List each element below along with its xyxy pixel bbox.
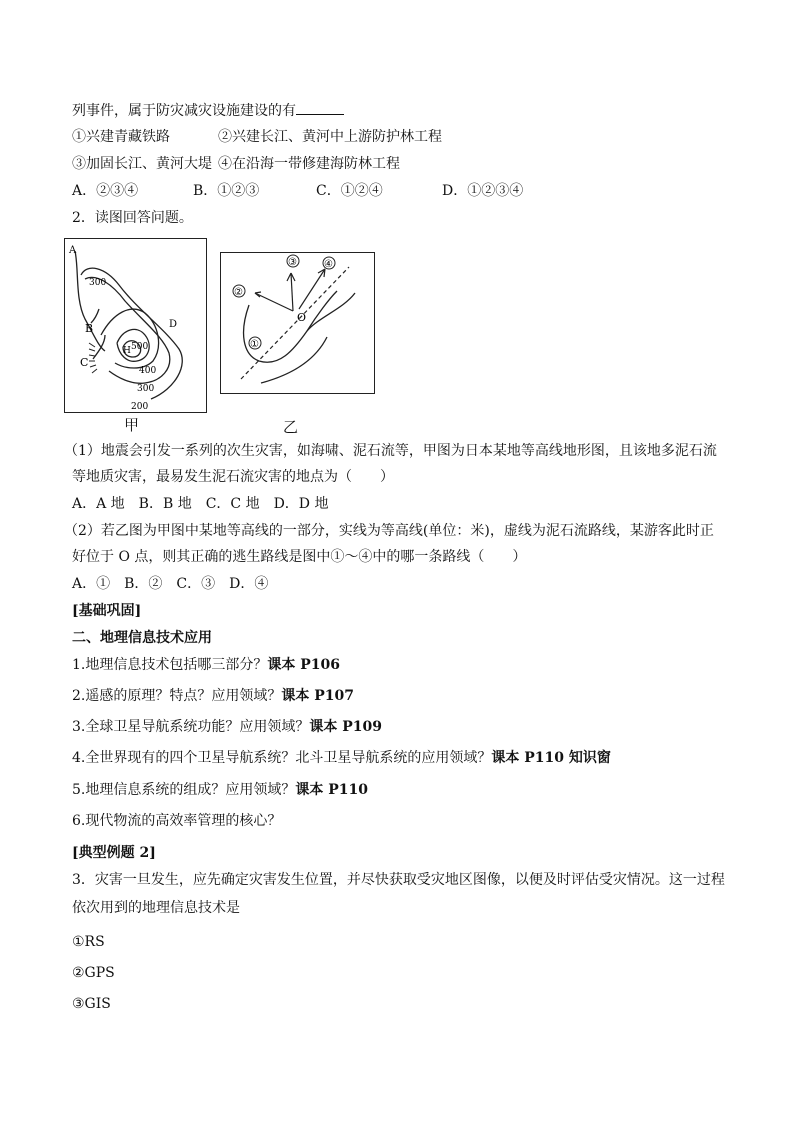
review-item-3 — [72, 717, 382, 737]
contour-label-400: 400 — [139, 366, 157, 376]
review-item-4 — [72, 748, 611, 768]
section-header-basics: [基础巩固] — [72, 603, 142, 619]
point-h-label: H — [123, 346, 131, 356]
q1-stem — [72, 100, 344, 121]
contour-line-ridge — [75, 251, 105, 351]
review-item-3-text: 3.全球卫星导航系统功能？应用领域？ — [72, 719, 310, 735]
q2-sub1-line1: （1）地震会引发一系列的次生灾害，如海啸、泥石流等，甲图为日本某地等高线地形图，且该地多泥石流 — [64, 443, 717, 459]
q3-line2: 依次用到的地理信息技术是 — [72, 900, 240, 916]
figure-yi-contour-map — [221, 253, 374, 393]
contour-label-200: 200 — [131, 402, 149, 412]
answer-blank[interactable] — [296, 100, 344, 115]
q1-item-1: ①兴建青藏铁路 — [72, 129, 170, 145]
route-2-path — [255, 293, 293, 311]
route-3-label: ③ — [288, 257, 297, 268]
q1-option-b[interactable]: B．①②③ — [193, 183, 260, 199]
contour-line-lower — [261, 337, 327, 383]
q2-sub1-line2: 等地质灾害，最易发生泥石流灾害的地点为（ ） — [72, 469, 394, 485]
review-item-1-ref: 课本 P106 — [267, 657, 340, 673]
q1-option-c[interactable]: C．①②④ — [316, 183, 383, 199]
q1-item-2: ②兴建长江、黄河中上游防护林工程 — [218, 129, 442, 145]
review-item-1-text: 1.地理信息技术包括哪三部分？ — [72, 657, 268, 673]
route-3-path — [291, 273, 293, 311]
review-item-6 — [72, 811, 281, 831]
route-4-path — [299, 269, 325, 309]
q1-option-a[interactable]: A．②③④ — [72, 183, 139, 199]
q2-sub2-line2: 好位于 O 点，则其正确的逃生路线是图中①～④中的哪一条路线（ ） — [72, 549, 527, 565]
route-4-label: ④ — [324, 259, 333, 270]
route-2-label: ② — [234, 287, 243, 298]
contour-line-400 — [101, 309, 159, 368]
review-item-5-ref: 课本 P110 — [295, 782, 368, 798]
contour-label-300: 300 — [137, 384, 155, 394]
debris-flow-path — [241, 267, 349, 379]
point-d-label: D — [169, 319, 178, 330]
q1-row-1 — [72, 127, 442, 147]
point-a-label: A — [69, 245, 77, 256]
review-item-5-text: 5.地理信息系统的组成？应用领域？ — [72, 782, 296, 798]
contour-line-b — [91, 309, 99, 323]
contour-label-300-top: 300 — [89, 278, 107, 288]
review-item-2-text: 2.遥感的原理？特点？应用领域？ — [72, 688, 282, 704]
figure-yi — [220, 252, 375, 394]
figure-jia-contour-map — [65, 239, 206, 412]
point-o-label: O — [297, 311, 307, 324]
q1-row-2 — [72, 154, 400, 174]
point-c-label: C — [80, 356, 89, 369]
contour-label-500: 500 — [131, 342, 149, 352]
figure-jia-caption: 甲 — [124, 416, 140, 434]
q2-sub2-options[interactable]: A．① B．② C．③ D．④ — [72, 576, 269, 592]
q1-option-d[interactable]: D．①②③④ — [442, 183, 524, 199]
q2-sub1-options[interactable]: A．A 地 B．B 地 C．C 地 D．D 地 — [72, 496, 329, 512]
contour-line-inner — [244, 291, 337, 362]
q3-choice-rs[interactable]: ①RS — [72, 934, 105, 950]
review-item-2 — [72, 686, 354, 706]
review-item-3-ref: 课本 P109 — [309, 719, 382, 735]
contour-line-upper — [307, 293, 355, 331]
section-header-example-2: [典型例题 2] — [72, 845, 156, 861]
q1-item-3: ③加固长江、黄河大堤 — [72, 156, 212, 172]
q2-stem: 2．读图回答问题。 — [72, 210, 193, 226]
review-item-4-ref: 课本 P110 知识窗 — [491, 750, 611, 766]
review-item-2-ref: 课本 P107 — [281, 688, 354, 704]
review-item-6-text: 6.现代物流的高效率管理的核心？ — [72, 813, 282, 829]
q1-stem-text: 列事件，属于防灾减灾设施建设的有 — [72, 103, 296, 119]
point-b-label: B — [85, 322, 94, 335]
q3-line1: 3．灾害一旦发生，应先确定灾害发生位置，并尽快获取受灾地区图像，以便及时评估受灾情况。这一过程 — [72, 872, 725, 888]
review-item-5 — [72, 780, 368, 800]
q2-sub2-line1: （2）若乙图为甲图中某地等高线的一部分，实线为等高线(单位：米)，虚线为泥石流路线，某游客此时正 — [64, 523, 714, 539]
figure-yi-caption: 乙 — [283, 418, 299, 436]
section-title-gis: 二、地理信息技术应用 — [72, 630, 212, 646]
q3-choice-gis[interactable]: ③GIS — [72, 996, 111, 1012]
q3-choice-gps[interactable]: ②GPS — [72, 965, 115, 981]
figure-jia — [64, 238, 207, 413]
q1-item-4: ④在沿海一带修建海防林工程 — [218, 156, 400, 172]
review-item-4-text: 4.全世界现有的四个卫星导航系统？北斗卫星导航系统的应用领域？ — [72, 750, 492, 766]
review-item-1 — [72, 655, 340, 675]
route-1-label: ① — [250, 339, 259, 350]
